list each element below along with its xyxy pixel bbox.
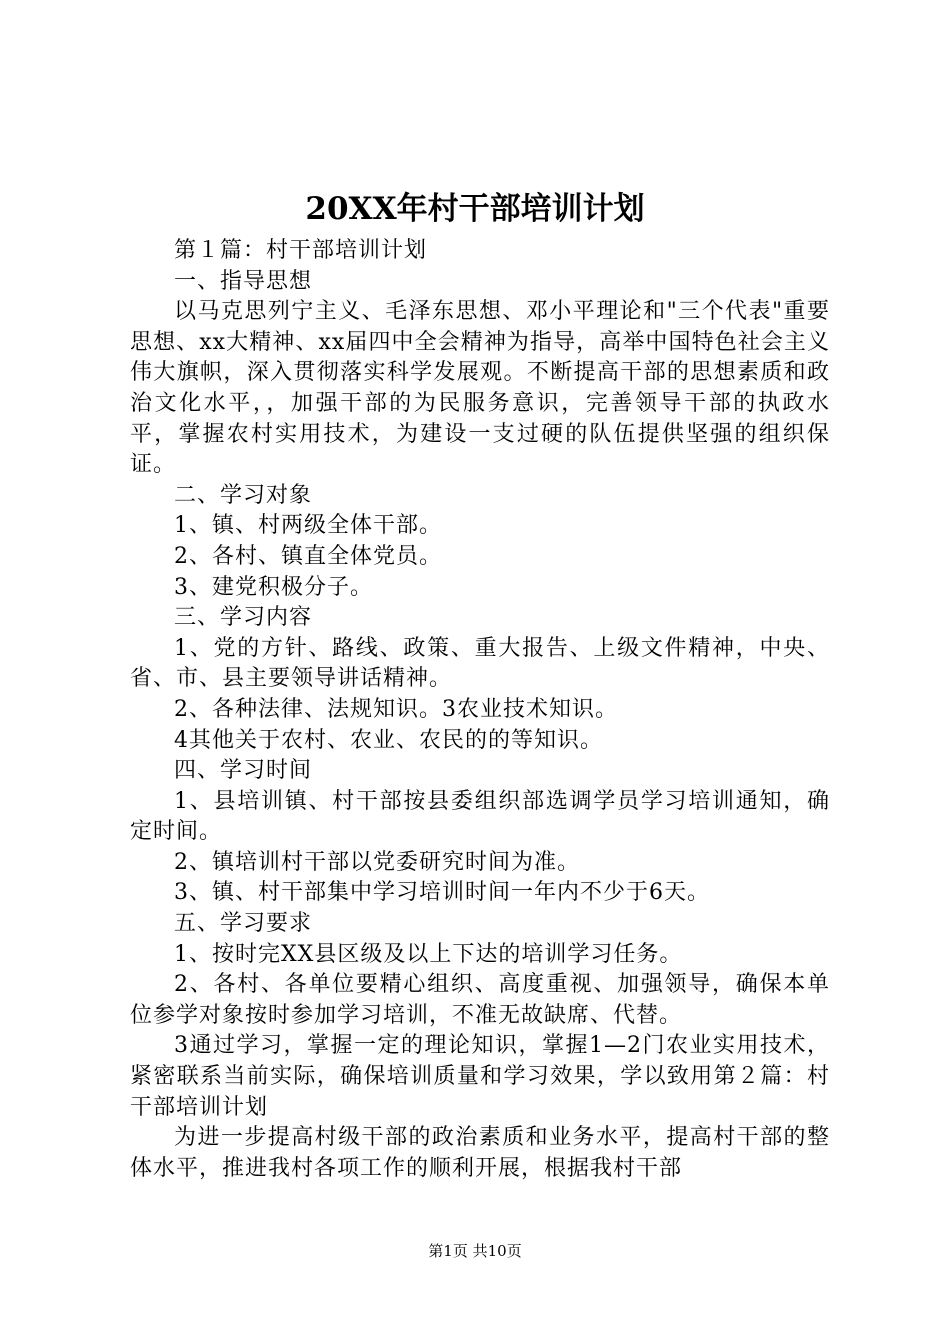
paragraph: 为进一步提高村级干部的政治素质和业务水平，提高村干部的整体水平，推进我村各项工作的顺利开展，根据我村干部 — [130, 1125, 830, 1181]
paragraph: 五、学习要求 — [174, 911, 313, 937]
paragraph: 2、各村、各单位要精心组织、高度重视、加强领导，确保本单位参学对象按时参加学习培训，不准无故缺席、代替。 — [130, 972, 830, 1028]
paragraph: 1、党的方针、路线、政策、重大报告、上级文件精神，中央、省、市、县主要领导讲话精神。 — [130, 635, 830, 692]
paragraph: 4其他关于农村、农业、农民的的等知识。 — [174, 727, 603, 753]
document-title: 20XX年村干部培训计划 — [305, 191, 645, 227]
paragraph: 第１篇：村干部培训计划 — [174, 238, 428, 263]
paragraph: 3、建党积极分子。 — [174, 574, 373, 600]
paragraph: 1、县培训镇、村干部按县委组织部选调学员学习培训通知，确定时间。 — [130, 788, 830, 845]
page-footer: 第1页 共10页 — [428, 1242, 522, 1260]
paragraph: 3通过学习，掌握一定的理论知识，掌握1—2门农业实用技术，紧密联系当前实际，确保培训质量和学习效果，学以致用第２篇：村干部培训计划 — [130, 1033, 830, 1120]
paragraph: 1、镇、村两级全体干部。 — [174, 513, 442, 539]
paragraph: 1、按时完XX县区级及以上下达的培训学习任务。 — [174, 941, 683, 967]
paragraph: 以马克思列宁主义、毛泽东思想、邓小平理论和"三个代表"重要思想、xx大精神、xx届四中全会精神为指导，高举中国特色社会主义伟大旗帜，深入贯彻落实科学发展观。不断提高干部的思想素质和政治文化水平，，加强干部的为民服务意识，完善领导干部的执政水平，掌握农村实用技术，为建设一支过硬的队伍提供坚强的组织保证。 — [130, 299, 830, 478]
paragraph: 一、指导思想 — [174, 268, 313, 294]
paragraph: 3、镇、村干部集中学习培训时间一年内不少于6天。 — [174, 880, 710, 906]
paragraph: 四、学习时间 — [174, 758, 313, 784]
paragraph: 2、各种法律、法规知识。3农业技术知识。 — [174, 696, 618, 722]
paragraph: 2、各村、镇直全体党员。 — [174, 543, 442, 569]
paragraph: 三、学习内容 — [174, 605, 313, 631]
paragraph: 2、镇培训村干部以党委研究时间为准。 — [174, 849, 580, 875]
paragraph: 二、学习对象 — [174, 482, 313, 508]
document-body — [130, 236, 830, 1184]
